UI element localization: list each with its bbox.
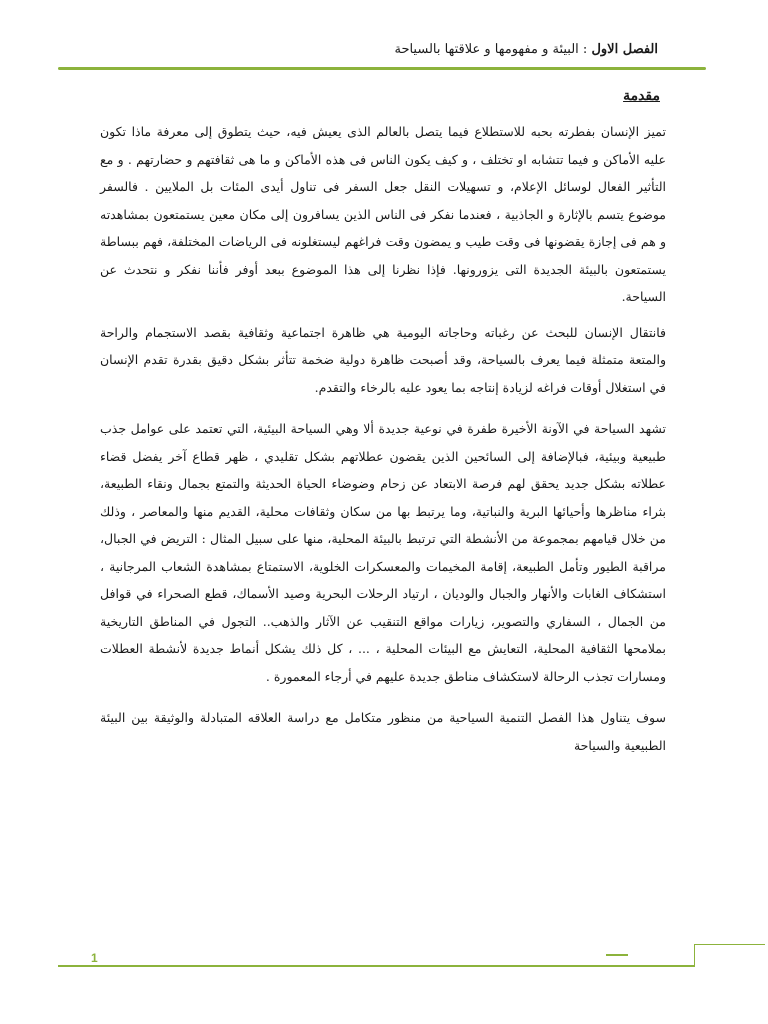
page-header <box>80 40 658 60</box>
header-separator: : <box>578 42 592 57</box>
paragraph-4: سوف يتناول هذا الفصل التنمية السياحية من منظور متكامل مع دراسة العلاقه المتبادلة والوثيقة بين البيئة الطبيعية والسياحة <box>100 710 666 753</box>
footer-corner-frame <box>694 944 765 967</box>
header-divider <box>58 67 706 70</box>
footer-dash <box>606 954 628 956</box>
chapter-subtitle: البيئة و مفهومها و علاقتها بالسياحة <box>394 42 579 57</box>
footer-divider <box>58 965 694 967</box>
body-text <box>100 118 666 767</box>
paragraph-1: تميز الإنسان بفطرته بحبه للاستطلاع فيما يتصل بالعالم الذى يعيش فيه، حيث يتطوق إلى معرفة ماذا تكون عليه الأماكن و فيما تتشابه او تختلف ، و كيف يكون الناس فى هذه الأماكن و ما هى ثقافتهم و حضارتهم . و مع التأثير الفعال لوسائل الإعلام، و تسهيلات النقل جعل السفر فى تناول أيدى المئات بل الملايين . فالسفر موضوع يتسم بالإثارة و الجاذبية ، فعندما نفكر فى الناس الذين يسافرون إلى مكان معين يستمتعون بمشاهدته و هم فى إجازة يقضونها فى وقت طيب و يمضون وقت فراغهم ليستغلونه فى الرياضات المختلفة، فهم ببساطة يستمتعون بالبيئة الجديدة التى يزورونها. فإذا نظرنا إلى هذا الموضوع ببعد أوفر فأننا نفكر و نتحدث عن السياحة. <box>100 124 666 304</box>
page-number: 1 <box>91 951 98 965</box>
paragraph-2: فانتقال الإنسان للبحث عن رغباته وحاجاته اليومية هي ظاهرة اجتماعية وثقافية بقصد الاستجمام والراحة والمتعة متمثلة فيما يعرف بالسياحة، وقد أصبحت ظاهرة دولية ضخمة تتأثر بشكل دقيق بقدرة تقدم الإنسان في استغلال أوقات فراغه لزيادة إنتاجه بما يعود عليه بالرخاء والتقدم. <box>100 324 666 395</box>
chapter-label: الفصل الاول <box>591 42 658 57</box>
section-title: مقدمة <box>623 88 660 104</box>
paragraph-3: تشهد السياحة في الآونة الأخيرة طفرة في نوعية جديدة ألا وهي السياحة البيئية، التي تعتمد على عوامل جذب طبيعية وبيئية، فبالإضافة إلى السائحين الذين يقضون عطلاتهم بشكل تقليدي ، ظهر قطاع آخر يفضل قضاء عطلاته بشكل جديد يحقق لهم فرصة الابتعاد عن زحام وضوضاء الحياة الحديثة والتمتع بجمال ونقاء الطبيعة، بثراء مناظرها وأحيائها البرية والنباتية، وما يرتبط بها من سكان وثقافات محلية، القديم منها والمعاصر ، وذلك من خلال قيامهم بمجموعة من الأنشطة التي ترتبط بالبيئة المحلية، منها على سبيل المثال : التريض في الجبال، مراقبة الطيور وتأمل الطبيعة، إقامة المخيمات والمعسكرات الخلوية، الاستمتاع بمشاهدة الشعاب المرجانية ، استشكاف الغابات والأنهار والجبال والوديان ، ارتياد الرحلات البحرية وصيد الأسماك، قطع الصحراء في قوافل من الجمال ، السفاري والتصوير، زيارات مواقع التنقيب عن الآثار والذهب.. التجول في المناطق التاريخية بملامحها الثقافية المحلية، التعايش مع البيئات المحلية ، ... ، كل ذلك يشكل أنماط جديدة لأنشطة العطلات ومسارات تجذب الرحالة لاستكشاف مناطق جديدة عليهم في أرجاء المعمورة . <box>100 421 666 684</box>
